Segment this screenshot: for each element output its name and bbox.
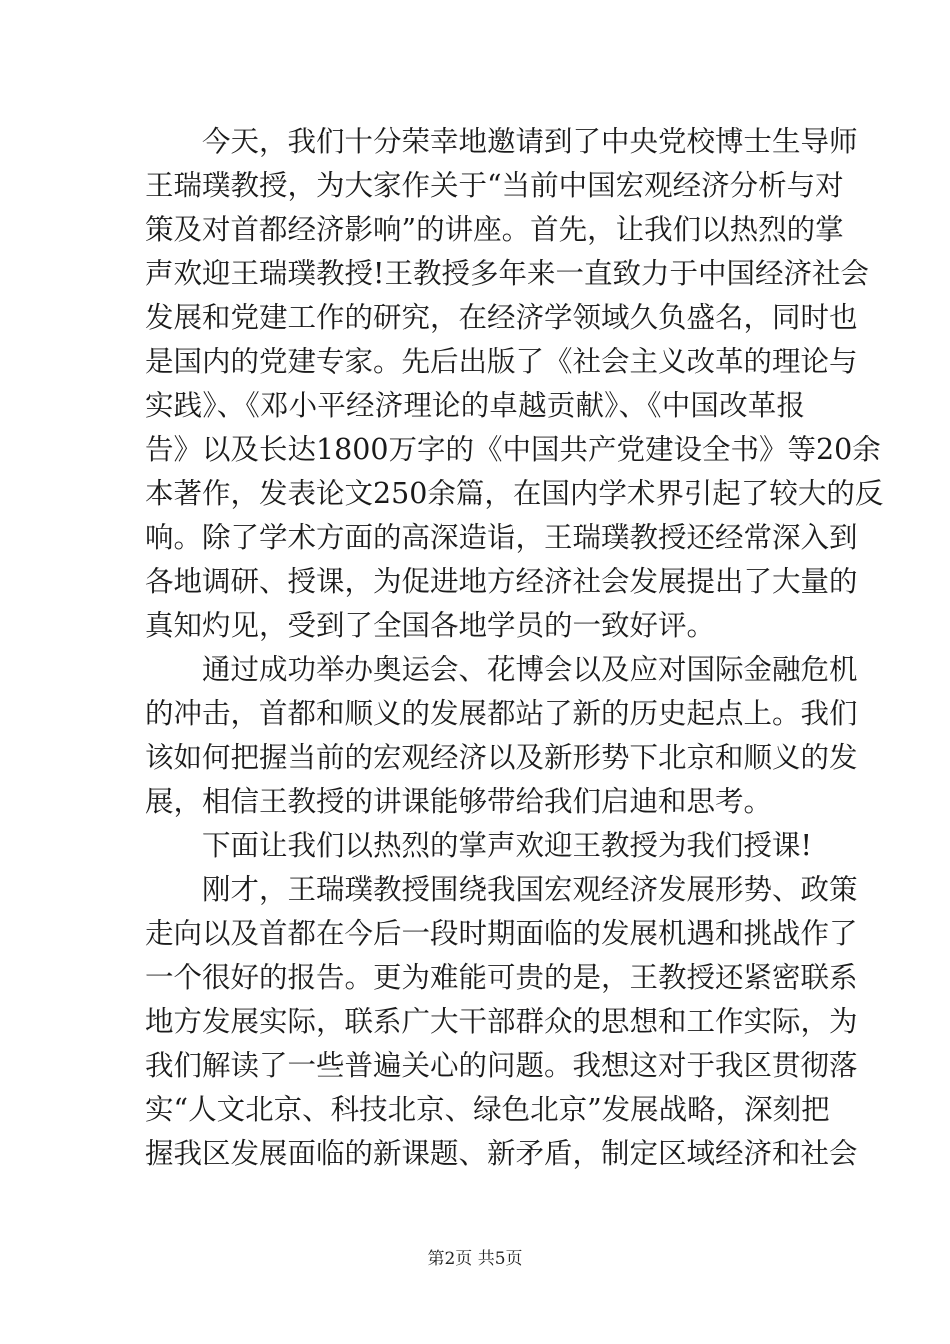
- text-line: 策及对首都经济影响”的讲座。首先，让我们以热烈的掌: [145, 213, 844, 246]
- text-line: 告》以及长达1800万字的《中国共产党建设全书》等20余: [145, 433, 881, 466]
- text-line: 声欢迎王瑞璞教授!王教授多年来一直致力于中国经济社会: [145, 257, 869, 290]
- text-line: 刚才，王瑞璞教授围绕我国宏观经济发展形势、政策: [202, 873, 858, 906]
- text-line: 本著作，发表论文250余篇，在国内学术界引起了较大的反: [145, 477, 884, 510]
- text-line: 实践》、《邓小平经济理论的卓越贡献》、《中国改革报: [145, 389, 805, 422]
- text-line: 该如何把握当前的宏观经济以及新形势下北京和顺义的发: [145, 741, 858, 774]
- text-line: 一个很好的报告。更为难能可贵的是，王教授还紧密联系: [145, 961, 858, 994]
- text-line: 各地调研、授课，为促进地方经济社会发展提出了大量的: [145, 565, 858, 598]
- text-line: 响。除了学术方面的高深造诣，王瑞璞教授还经常深入到: [145, 521, 858, 554]
- text-line: 发展和党建工作的研究，在经济学领域久负盛名，同时也: [145, 301, 858, 334]
- text-line: 我们解读了一些普遍关心的问题。我想这对于我区贯彻落: [145, 1049, 858, 1082]
- text-line: 地方发展实际，联系广大干部群众的思想和工作实际，为: [145, 1005, 858, 1038]
- page-number-footer: 第2页 共5页: [427, 1249, 523, 1269]
- text-line: 下面让我们以热烈的掌声欢迎王教授为我们授课!: [202, 829, 812, 862]
- text-line: 的冲击，首都和顺义的发展都站了新的历史起点上。我们: [145, 697, 858, 730]
- text-line: 真知灼见，受到了全国各地学员的一致好评。: [145, 609, 716, 642]
- text-line: 今天，我们十分荣幸地邀请到了中央党校博士生导师: [202, 125, 858, 158]
- text-line: 实“人文北京、科技北京、绿色北京”发展战略，深刻把: [145, 1093, 830, 1126]
- text-line: 通过成功举办奥运会、花博会以及应对国际金融危机: [202, 653, 858, 686]
- text-line: 是国内的党建专家。先后出版了《社会主义改革的理论与: [145, 345, 858, 378]
- text-line: 走向以及首都在今后一段时期面临的发展机遇和挑战作了: [145, 917, 858, 950]
- text-line: 王瑞璞教授，为大家作关于“当前中国宏观经济分析与对: [145, 169, 844, 202]
- text-line: 展，相信王教授的讲课能够带给我们启迪和思考。: [145, 785, 773, 818]
- text-line: 握我区发展面临的新课题、新矛盾，制定区域经济和社会: [145, 1137, 858, 1170]
